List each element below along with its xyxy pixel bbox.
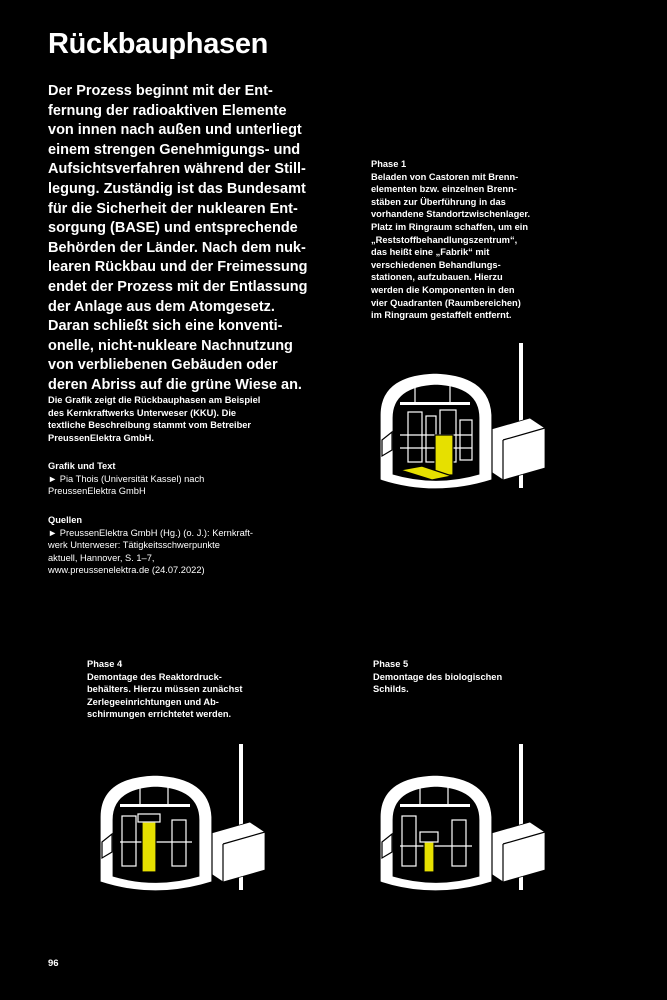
sources-line: werk Unterweser: Tätigkeitsschwerpunkte [48, 540, 220, 551]
phase-line: das heißt eine „Fabrik“ mit [371, 247, 490, 258]
sources-heading: Quellen [48, 515, 83, 525]
phase-5-caption [373, 658, 608, 696]
intro-line: von innen nach außen und unterliegt [48, 122, 302, 139]
intro-line: Aufsichtsverfahren während der Still- [48, 161, 306, 178]
reactor-illustration-phase-1 [360, 340, 560, 500]
note-line: Die Grafik zeigt die Rückbauphasen am Beispiel [48, 395, 261, 405]
intro-line: Daran schließt sich eine konventi- [48, 318, 283, 335]
phase-line: Beladen von Castoren mit Brenn- [371, 171, 519, 182]
phase-label: Phase 5 [373, 659, 409, 669]
credits-heading: Grafik und Text [48, 461, 116, 471]
phase-line: Platz im Ringraum schaffen, um ein [371, 221, 529, 232]
phase-1-caption [371, 158, 606, 322]
intro-line: Behörden der Länder. Nach dem nuk- [48, 239, 306, 256]
sources-line: aktuell, Hannover, S. 1–7, [48, 552, 155, 563]
phase-line: Zerlegeeinrichtungen und Ab- [87, 696, 219, 707]
phase-line: Schilds. [373, 684, 409, 695]
credits-line: PreussenElektra GmbH [48, 486, 146, 497]
intro-line: onelle, nicht-nukleare Nachnutzung [48, 337, 293, 354]
note-line: PreussenElektra GmbH. [48, 432, 154, 443]
credits-line: ► Pia Thois (Universität Kassel) nach [48, 473, 205, 484]
phase-line: stäben zur Überführung in das [371, 196, 506, 207]
intro-line: endet der Prozess mit der Entlassung [48, 278, 308, 295]
phase-line: elementen bzw. einzelnen Brenn- [371, 184, 517, 195]
credits-block [48, 460, 308, 498]
phase-line: Demontage des biologischen [373, 671, 503, 682]
sources-block [48, 514, 308, 577]
sources-line: www.preussenelektra.de (24.07.2022) [48, 565, 205, 576]
phase-4-caption [87, 658, 322, 721]
note-line: textliche Beschreibung stammt vom Betreiber [48, 420, 252, 431]
phase-line: „Reststoffbehandlungszentrum“, [371, 234, 518, 245]
intro-line: von verbliebenen Gebäuden oder [48, 357, 278, 374]
phase-label: Phase 1 [371, 159, 407, 169]
intro-line: legung. Zuständig ist das Bundesamt [48, 180, 306, 197]
page-number: 96 [48, 958, 59, 969]
phase-line: werden die Komponenten in den [371, 284, 515, 295]
graphic-note [48, 394, 308, 444]
note-line: des Kernkraftwerks Unterweser (KKU). Die [48, 407, 237, 418]
sources-line: ► PreussenElektra GmbH (Hg.) (o. J.): Kernkraft- [48, 527, 254, 538]
intro-line: fernung der radioaktiven Elemente [48, 102, 287, 119]
reactor-illustration-phase-4 [80, 742, 280, 902]
intro-line: für die Sicherheit der nuklearen Ent- [48, 200, 298, 217]
phase-line: stationen, aufzubauen. Hierzu [371, 272, 503, 283]
intro-line: sorgung (BASE) und entsprechende [48, 220, 298, 237]
phase-line: schirmungen errichtetet werden. [87, 709, 232, 720]
phase-line: im Ringraum gestaffelt entfernt. [371, 310, 512, 321]
phase-line: vier Quadranten (Raumbereichen) [371, 297, 521, 308]
phase-label: Phase 4 [87, 659, 123, 669]
phase-line: vorhandene Standortzwischenlager. [371, 209, 531, 220]
intro-line: einem strengen Genehmigungs- und [48, 141, 301, 158]
reactor-illustration-phase-5 [360, 742, 560, 902]
intro-paragraph [48, 82, 316, 396]
intro-line: Der Prozess beginnt mit der Ent- [48, 83, 273, 99]
intro-line: deren Abriss auf die grüne Wiese an. [48, 376, 302, 393]
phase-line: verschiedenen Behandlungs- [371, 259, 501, 270]
phase-line: Demontage des Reaktordruck- [87, 671, 222, 682]
phase-line: behälters. Hierzu müssen zunächst [87, 684, 243, 695]
intro-line: der Anlage aus dem Atomgesetz. [48, 298, 275, 315]
intro-line: learen Rückbau und der Freimessung [48, 259, 308, 276]
page-title: Rückbauphasen [48, 28, 269, 60]
